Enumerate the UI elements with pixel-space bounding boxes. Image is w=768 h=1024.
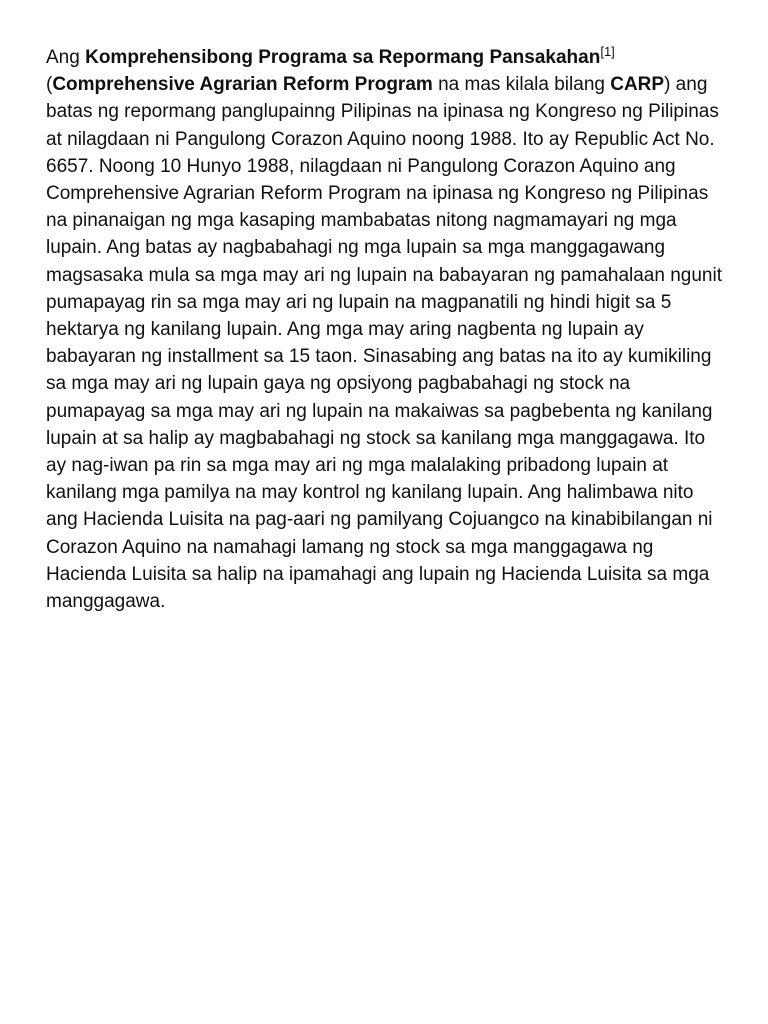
body-text: ) ang batas ng repormang panglupainng Pilipinas na ipinasa ng Kongreso ng Pilipinas at nilagdaan ni Pangulong Corazon Aquino noong 1988. Ito ay Republic Act No. 6657. Noong 10 Hunyo 1988, nilagdaan ni Pangulong Corazon Aquino ang Comprehensive Agrarian Reform Program na ipinasa ng Kongreso ng Pilipinas na pinanaigan ng mga kasaping mambabatas nitong nagmamayari ng mga lupain. Ang batas ay nagbabahagi ng mga lupain sa mga manggagawang magsasaka mula sa mga may ari ng lupain na babayaran ng pamahalaan ngunit pumapayag rin sa mga may ari ng lupain na magpanatili ng hindi higit sa 5 hektarya ng kanilang lupain. Ang mga may aring nagbenta ng lupain ay babayaran ng installment sa 15 taon. Sinasabing ang batas na ito ay kumikiling sa mga may ari ng lupain gaya ng opsiyong pagbabahagi ng stock na pumapayag sa mga may ari ng lupain na makaiwas sa pagbebenta ng kanilang lupain at sa halip ay magbabahagi ng stock sa kanilang mga manggagawa. Ito ay nag-iwan pa rin sa mga may ari ng mga malalaking pribadong lupain at kanilang mga pamilya na may kontrol ng kanilang lupain. Ang halimbawa nito ang Hacienda Luisita na pag-aari ng pamilyang Cojuangco na kinabibilangan ni Corazon Aquino na namahagi lamang ng stock sa mga manggagawa ng Hacienda Luisita sa halip na ipamahagi ang lupain ng Hacienda Luisita sa mga manggagawa. [46, 74, 722, 613]
tagalog-term: Komprehensibong Programa sa Repormang Pansakahan [85, 47, 601, 68]
intro-text: Ang [46, 47, 86, 68]
open-paren-text: ( [46, 74, 53, 96]
footnote-link[interactable]: [1] [600, 44, 615, 59]
acronym-term: CARP [610, 74, 665, 96]
article-paragraph [46, 44, 726, 615]
mid-text: na mas kilala bilang [432, 74, 611, 96]
english-term: Comprehensive Agrarian Reform Program [52, 74, 433, 96]
